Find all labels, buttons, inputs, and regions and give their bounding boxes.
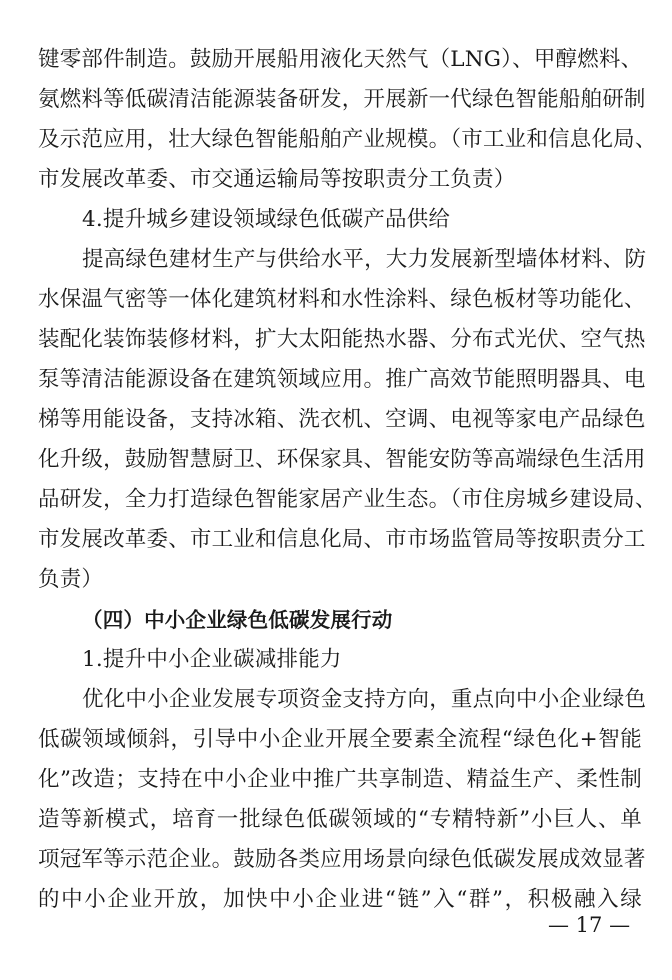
text-line: 梯等用能设备，支持冰箱、洗衣机、空调、电视等家电产品绿色: [38, 407, 646, 432]
text-line: 装配化装饰装修材料，扩大太阳能热水器、分布式光伏、空气热: [38, 327, 646, 352]
text-line: 化升级，鼓励智慧厨卫、环保家具、智能安防等高端绿色生活用: [38, 447, 646, 472]
subheading-4: 4.提升城乡建设领域绿色低碳产品供给: [82, 207, 451, 232]
text-line: 水保温气密等一体化建筑材料和水性涂料、绿色板材等功能化、: [38, 287, 646, 312]
text-line: 造等新模式，培育一批绿色低碳领域的“专精特新”小巨人、单: [38, 807, 642, 832]
text-line: 化”改造；支持在中小企业中推广共享制造、精益生产、柔性制: [38, 767, 642, 792]
text-line: 品研发，全力打造绿色智能家居产业生态。（市住房城乡建设局、: [38, 487, 657, 512]
page-number: — 17 —: [548, 913, 631, 937]
text-line: 市发展改革委、市工业和信息化局、市市场监管局等按职责分工: [38, 527, 646, 552]
text-line: 泵等清洁能源设备在建筑领域应用。推广高效节能照明器具、电: [38, 367, 646, 392]
text-line: 低碳领域倾斜，引导中小企业开展全要素全流程“绿色化+智能: [38, 727, 642, 752]
text-line: 及示范应用，壮大绿色智能船舶产业规模。（市工业和信息化局、: [38, 127, 657, 152]
text-line: 键零部件制造。鼓励开展船用液化天然气（LNG）、甲醇燃料、: [38, 47, 643, 72]
subheading-1: 1.提升中小企业碳减排能力: [82, 647, 342, 672]
text-line: 项冠军等示范企业。鼓励各类应用场景向绿色低碳发展成效显著: [38, 847, 646, 872]
text-line: 的中小企业开放，加快中小企业进“链”入“群”，积极融入绿: [38, 887, 642, 912]
text-line: 提高绿色建材生产与供给水平，大力发展新型墙体材料、防: [82, 247, 647, 272]
text-line: 优化中小企业发展专项资金支持方向，重点向中小企业绿色: [82, 687, 647, 712]
text-line: 负责）: [38, 567, 104, 592]
text-line: 氨燃料等低碳清洁能源装备研发，开展新一代绿色智能船舶研制: [38, 87, 646, 112]
section-heading: （四）中小企业绿色低碳发展行动: [82, 608, 393, 632]
text-line: 市发展改革委、市交通运输局等按职责分工负责）: [38, 167, 516, 192]
